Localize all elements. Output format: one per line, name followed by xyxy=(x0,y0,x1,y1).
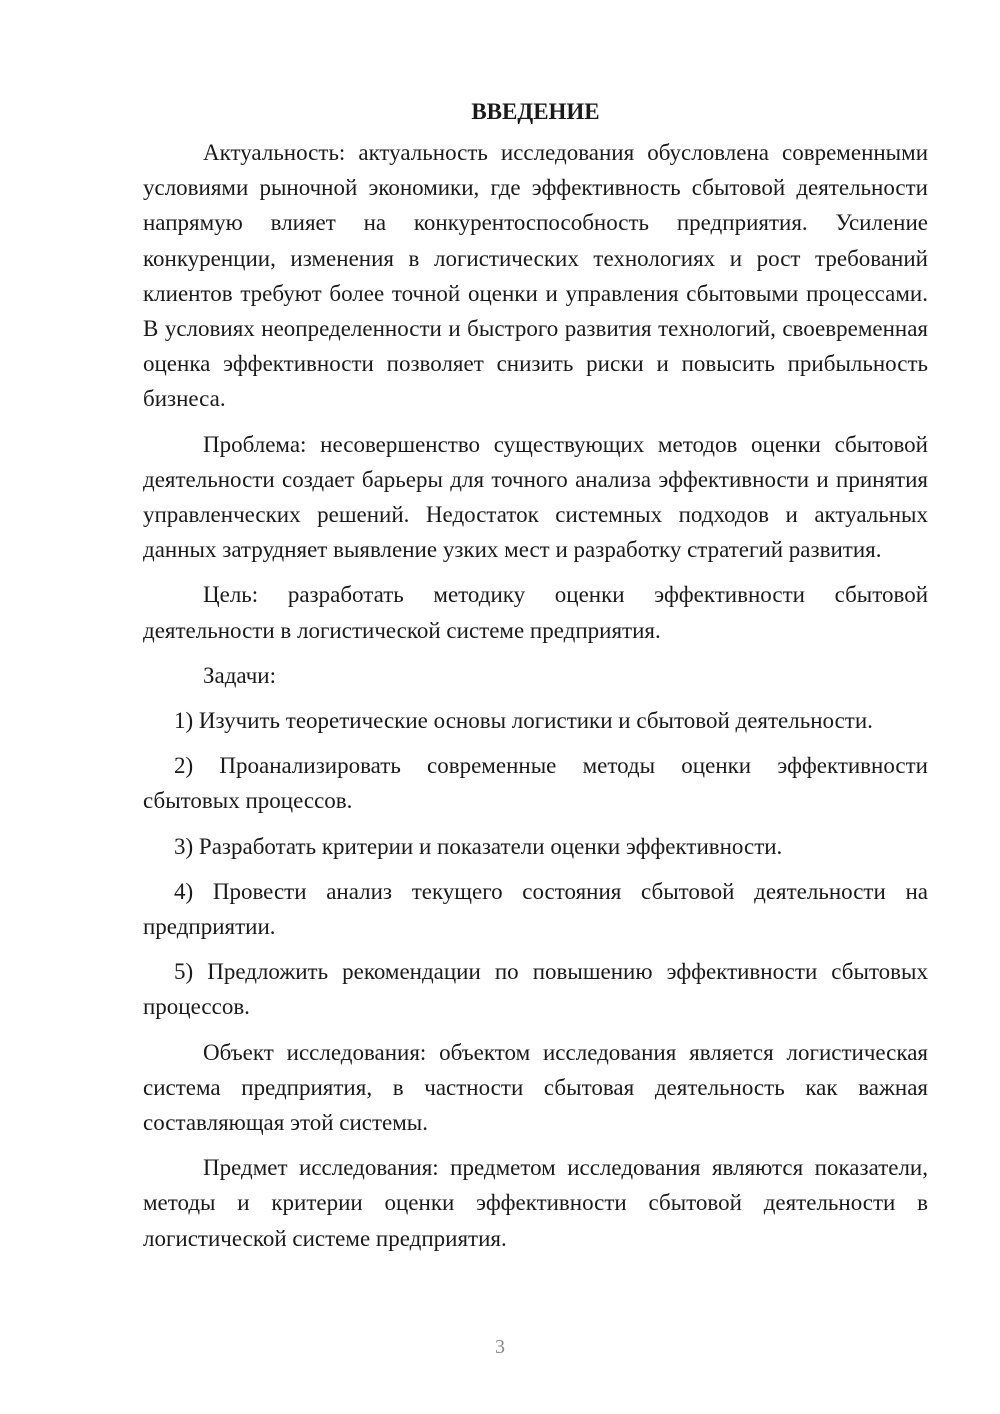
task-item-1: 1) Изучить теоретические основы логистики и сбытовой деятельности. xyxy=(174,708,873,734)
tasks-list xyxy=(143,703,928,1025)
page-number: 3 xyxy=(495,1336,505,1358)
task-item-3: 3) Разработать критерии и показатели оценки эффективности. xyxy=(174,833,783,859)
section-heading: ВВЕДЕНИЕ xyxy=(471,99,600,124)
goal-paragraph: Цель: разработать методику оценки эффективности сбытовой деятельности в логистической системе предприятия. xyxy=(143,582,928,643)
problem-paragraph: Проблема: несовершенство существующих методов оценки сбытовой деятельности создает барьеры для точного анализа эффективности и принятия управленческих решений. Недостаток системных подходов и актуальных данных затрудняет выявление узких мест и разработку стратегий развития. xyxy=(143,431,928,563)
relevance-paragraph: Актуальность: актуальность исследования обусловлена современными условиями рыночной экономики, где эффективность сбытовой деятельности напрямую влияет на конкурентоспособность предприятия. Усиление конкуренции, изменения в логистических технологиях и рост требований клиентов требуют более точной оценки и управления сбытовыми процессами. В условиях неопределенности и быстрого развития технологий, своевременная оценка эффективности позволяет снизить риски и повысить прибыльность бизнеса. xyxy=(143,140,928,412)
tasks-label: Задачи: xyxy=(203,662,276,688)
task-item-2: 2) Проанализировать современные методы оценки эффективности сбытовых процессов. xyxy=(143,753,928,814)
object-paragraph: Объект исследования: объектом исследования является логистическая система предприятия, в частности сбытовая деятельность как важная составляющая этой системы. xyxy=(143,1039,928,1136)
subject-paragraph: Предмет исследования: предметом исследования являются показатели, методы и критерии оценки эффективности сбытовой деятельности в логистической системе предприятия. xyxy=(143,1155,928,1251)
task-item-4: 4) Провести анализ текущего состояния сбытовой деятельности на предприятии. xyxy=(143,878,928,940)
task-item-5: 5) Предложить рекомендации по повышению эффективности сбытовых процессов. xyxy=(143,959,928,1020)
document-page xyxy=(143,94,928,1256)
